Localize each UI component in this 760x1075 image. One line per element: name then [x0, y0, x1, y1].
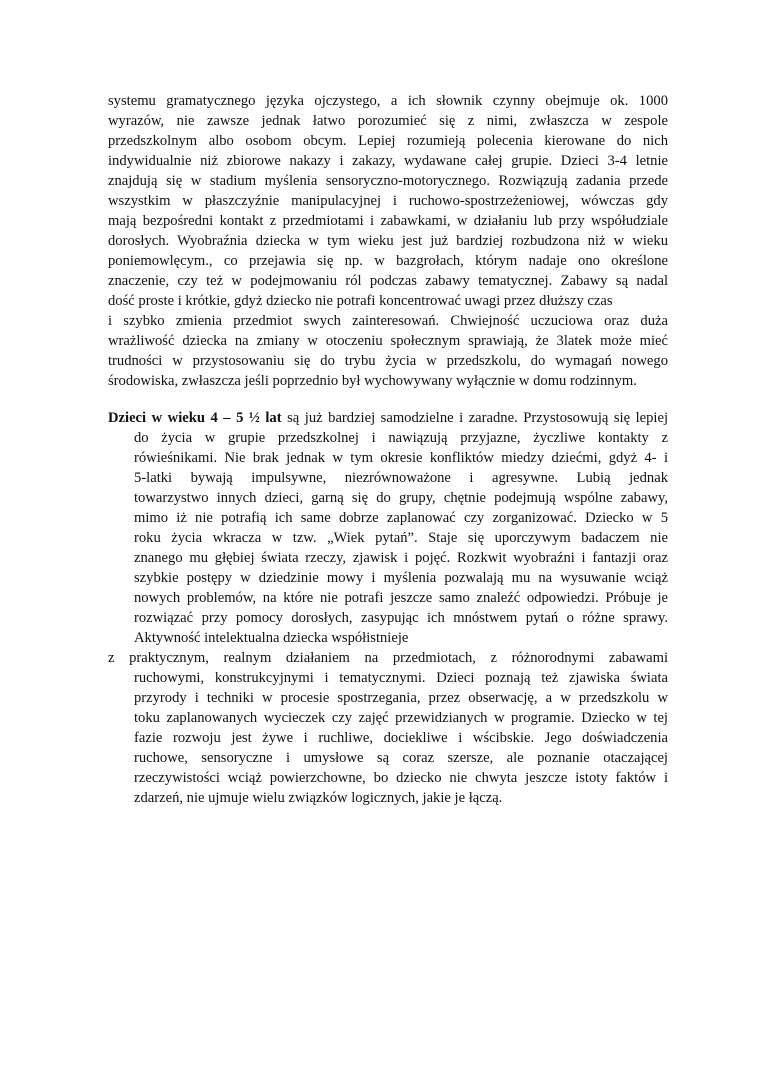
text-line: fazie rozwoju jest żywe i ruchliwe, dociekliwe i wścibskie. Jego doświadczenia: [134, 730, 668, 746]
text-line: roku życia wkracza w tzw. „Wiek pytań”. Staje się uporczywym badaczem nie: [134, 530, 668, 546]
text-line: przedszkolnym albo osobom obcym. Lepiej rozumieją polecenia kierowane do nich: [108, 133, 668, 149]
text-line: mają bezpośredni kontakt z przedmiotami i zabawkami, w działaniu lub przy współudziale: [108, 213, 668, 229]
text-line: 5-latki bywają impulsywne, niezrównoważone i agresywne. Lubią jednak: [134, 470, 668, 486]
text-line: przyrody i techniki w procesie spostrzegania, przez obserwację, a w przedszkolu w: [134, 690, 668, 706]
text-line: dorosłych. Wyobraźnia dziecka w tym wieku jest już bardziej rozbudzona niż w wieku: [108, 233, 668, 249]
text-line: znajdują się w stadium myślenia sensoryczno-motorycznego. Rozwiązują zadania przede: [108, 173, 668, 189]
text-line: szybkie postępy w dziedzinie mowy i myślenia pozwalają mu na wysuwanie wciąż: [134, 570, 668, 586]
text-line: trudności w przystosowaniu się do trybu życia w przedszkolu, do wymagań nowego: [108, 353, 668, 369]
text-line: znanego mu głębiej świata rzeczy, zjawisk i pojęć. Rozkwit wyobraźni i fantazji oraz: [134, 550, 668, 566]
text-line: i szybko zmienia przedmiot swych zainteresowań. Chwiejność uczuciowa oraz duża: [108, 313, 668, 329]
text-line: mimo iż nie potrafią ich same dobrze zaplanować czy zorganizować. Dziecko w 5: [134, 510, 668, 526]
text-line: rozwiązać przy pomocy dorosłych, zasypując ich mnóstwem pytań o różne sprawy.: [134, 610, 668, 626]
text-line: wszystkim w płaszczyźnie manipulacyjnej i ruchowo-spostrzeżeniowej, wówczas gdy: [108, 193, 668, 209]
text-line: z praktycznym, realnym działaniem na przedmiotach, z różnorodnymi zabawami: [108, 650, 668, 666]
text-line: wrażliwość dziecka na zmiany w otoczeniu społecznym sprawiają, że 3latek może mieć: [108, 333, 668, 349]
text-line: wyrazów, nie zawsze jednak łatwo porozumieć się z nimi, zwłaszcza w zespole: [108, 113, 668, 129]
text-line: znaczenie, czy też w podejmowaniu ról podczas zabawy tematycznej. Zabawy są nadal: [108, 273, 668, 289]
text-line: systemu gramatycznego języka ojczystego, a ich słownik czynny obejmuje ok. 1000: [108, 93, 668, 109]
text-line: zdarzeń, nie ujmuje wielu związków logicznych, jakie je łączą.: [134, 790, 503, 806]
text-line: Aktywność intelektualna dziecka współistnieje: [134, 630, 409, 646]
text-line: ruchowymi, konstrukcyjnymi i tematycznymi. Dzieci poznają też zjawiska świata: [134, 670, 668, 686]
text-line: do życia w grupie przedszkolnej i nawiązują przyjazne, życzliwe kontakty z: [134, 430, 668, 446]
text-line: dość proste i krótkie, gdyż dziecko nie potrafi koncentrować uwagi przez dłuższy czas: [108, 293, 613, 309]
text-line: ruchowe, sensoryczne i umysłowe są coraz szersze, ale poznanie otaczającej: [134, 750, 668, 766]
text-line: towarzystwo innych dzieci, garną się do grupy, chętnie podejmują wspólne zabawy,: [134, 490, 668, 506]
text-line: indywidualnie niż zbiorowe nakazy i zakazy, wydawane całej grupie. Dzieci 3-4 letnie: [108, 153, 668, 169]
text-line: [108, 408, 668, 428]
text-line: rówieśnikami. Nie brak jednak w tym okresie konfliktów miedzy dziećmi, gdyż 4- i: [134, 450, 668, 466]
section-heading: Dzieci w wieku 4 – 5 ½ lat: [108, 410, 282, 426]
text-line: poniemowlęcym., co przejawia się np. w bazgrołach, którym nadaje ono określone: [108, 253, 668, 269]
text-line: rzeczywistości wciąż powierzchowne, bo dziecko nie chwyta jeszcze istoty faktów i: [134, 770, 668, 786]
heading-continuation: są już bardziej samodzielne i zaradne. Przystosowują się lepiej: [281, 410, 669, 426]
text-line: środowiska, zwłaszcza jeśli poprzednio był wychowywany wyłącznie w domu rodzinnym.: [108, 373, 637, 389]
text-line: nowych problemów, na które nie potrafi jeszcze samo znaleźć odpowiedzi. Próbuje je: [134, 590, 668, 606]
text-line: toku zaplanowanych wycieczek czy zajęć przewidzianych w programie. Dziecko w tej: [134, 710, 668, 726]
